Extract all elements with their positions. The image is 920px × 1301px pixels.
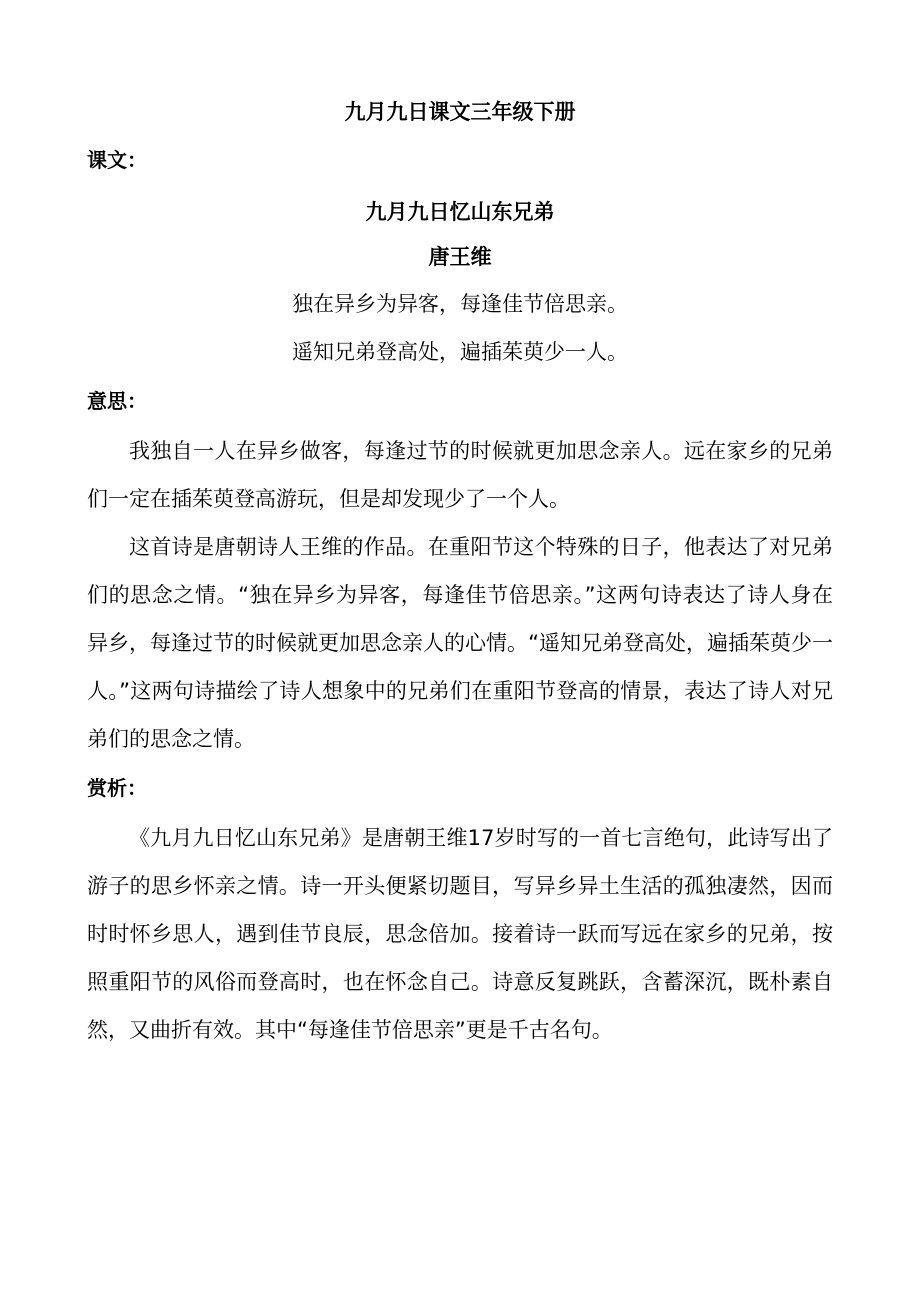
meaning-paragraph-1: 我独自一人在异乡做客，每逢过节的时候就更加思念亲人。远在家乡的兄弟们一定在插茱萸登高游玩，但是却发现少了一个人。 xyxy=(87,439,833,511)
meaning-section-heading: 意思： xyxy=(87,389,147,413)
poem-title: 九月九日忆山东兄弟 xyxy=(365,200,555,224)
poem-line-1: 独在异乡为异客，每逢佳节倍思亲。 xyxy=(292,292,628,316)
meaning-paragraph-2: 这首诗是唐朝诗人王维的作品。在重阳节这个特殊的日子，他表达了对兄弟们的思念之情。“独在异乡为异客，每逢佳节倍思亲。”这两句诗表达了诗人身在异乡，每逢过节的时候就更加思念亲人的心情。“遥知兄弟登高处，遍插茱萸少一人。”这两句诗描绘了诗人想象中的兄弟们在重阳节登高的情景，表达了诗人对兄弟们的思念之情。 xyxy=(87,535,833,751)
poem-line-2: 遥知兄弟登高处，遍插茱萸少一人。 xyxy=(292,340,628,364)
appreciation-paragraph-1: 《九月九日忆山东兄弟》是唐朝王维17岁时写的一首七言绝句，此诗写出了游子的思乡怀亲之情。诗一开头便紧切题目，写异乡异土生活的孤独凄然，因而时时怀乡思人，遇到佳节良辰，思念倍加。接着诗一跃而写远在家乡的兄弟，按照重阳节的风俗而登高时，也在怀念自己。诗意反复跳跃，含蓄深沉，既朴素自然，又曲折有效。其中“每逢佳节倍思亲”更是千古名句。 xyxy=(87,826,833,1042)
document-title: 九月九日课文三年级下册 xyxy=(344,100,576,124)
appreciation-section-heading: 赏析： xyxy=(87,776,147,800)
poem-author: 唐王维 xyxy=(428,245,492,269)
text-section-heading: 课文： xyxy=(87,148,147,172)
